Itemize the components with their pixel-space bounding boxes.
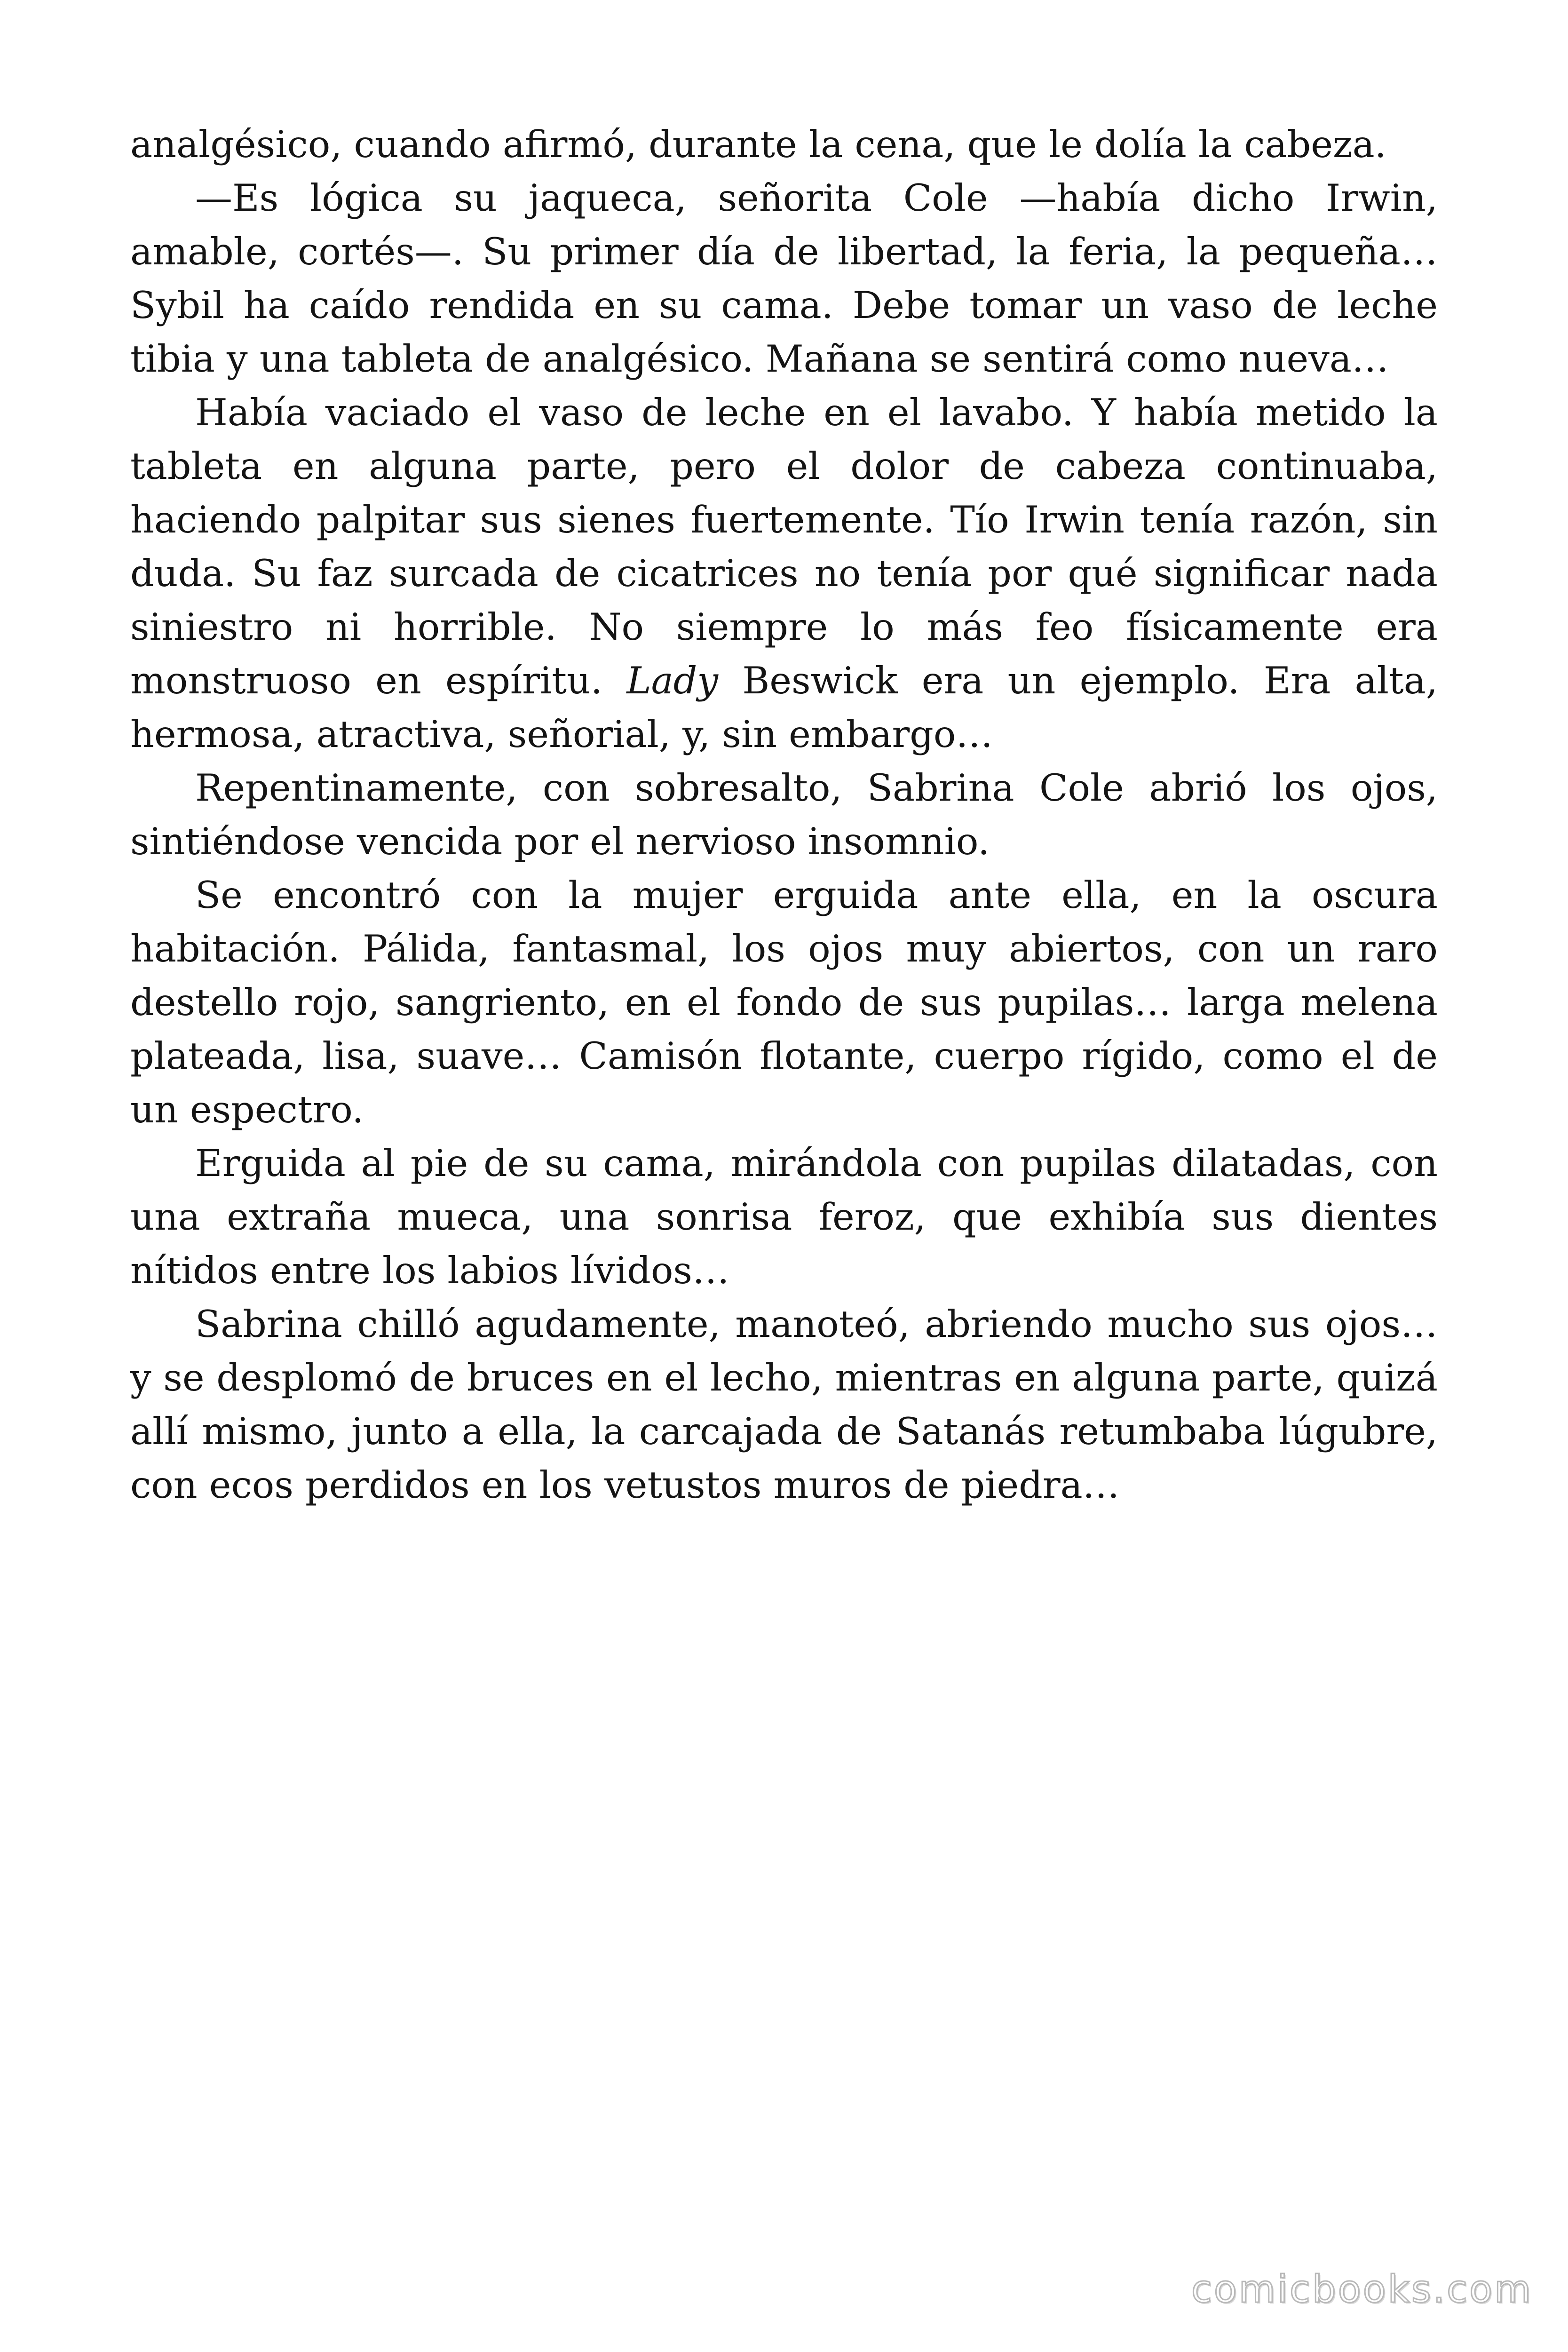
watermark: comicbooks.com xyxy=(1191,2267,1533,2311)
paragraph-text: —Es lógica su jaqueca, señorita Cole —había dicho Irwin, amable, cortés—. Su primer día de libertad, la feria, la pequeña… Sybil ha caído rendida en su cama. Debe tomar un vaso de leche tibia y una tableta de analgésico. Mañana se sentirá como nueva… xyxy=(130,176,1438,381)
paragraph-text: Repentinamente, con sobresalto, Sabrina Cole abrió los ojos, sintiéndose vencida por el nervioso insomnio. xyxy=(130,766,1438,863)
italic-title: Lady xyxy=(626,659,718,702)
paragraph-text: Sabrina chilló agudamente, manoteó, abriendo mucho sus ojos… y se desplomó de bruces en el lecho, mientras en alguna parte, quizá allí mismo, junto a ella, la carcajada de Satanás retumbaba lúgubre, con ecos perdidos en los vetustos muros de piedra… xyxy=(130,1303,1438,1507)
paragraph-text: Había vaciado el vaso de leche en el lavabo. Y había metido la tableta en alguna parte, pero el dolor de cabeza continuaba, haciendo palpitar sus sienes fuertemente. Tío Irwin tenía razón, sin duda. Su faz surcada de cicatrices no tenía por qué significar nada siniestro ni horrible. No siempre lo más feo físicamente era monstruoso en espíritu. xyxy=(130,391,1438,702)
paragraph-text: analgésico, cuando afirmó, durante la cena, que le dolía la cabeza. xyxy=(130,123,1386,166)
paragraph-text: Erguida al pie de su cama, mirándola con pupilas dilatadas, con una extraña mueca, una sonrisa feroz, que exhibía sus dientes nítidos entre los labios lívidos… xyxy=(130,1142,1438,1292)
paragraph xyxy=(130,1297,1438,1512)
paragraph xyxy=(130,171,1438,386)
paragraph xyxy=(130,386,1438,761)
body-text xyxy=(130,118,1438,1512)
paragraph xyxy=(130,118,1438,171)
paragraph-text: Se encontró con la mujer erguida ante ella, en la oscura habitación. Pálida, fantasmal, los ojos muy abiertos, con un raro destello rojo, sangriento, en el fondo de sus pupilas… larga melena plateada, lisa, suave… Camisón flotante, cuerpo rígido, como el de un espectro. xyxy=(130,874,1438,1131)
paragraph xyxy=(130,868,1438,1136)
paragraph xyxy=(130,1136,1438,1297)
paragraph xyxy=(130,761,1438,868)
paragraph-text: Beswick era un ejemplo. Era alta, hermosa, atractiva, señorial, y, sin embargo… xyxy=(130,659,1438,756)
